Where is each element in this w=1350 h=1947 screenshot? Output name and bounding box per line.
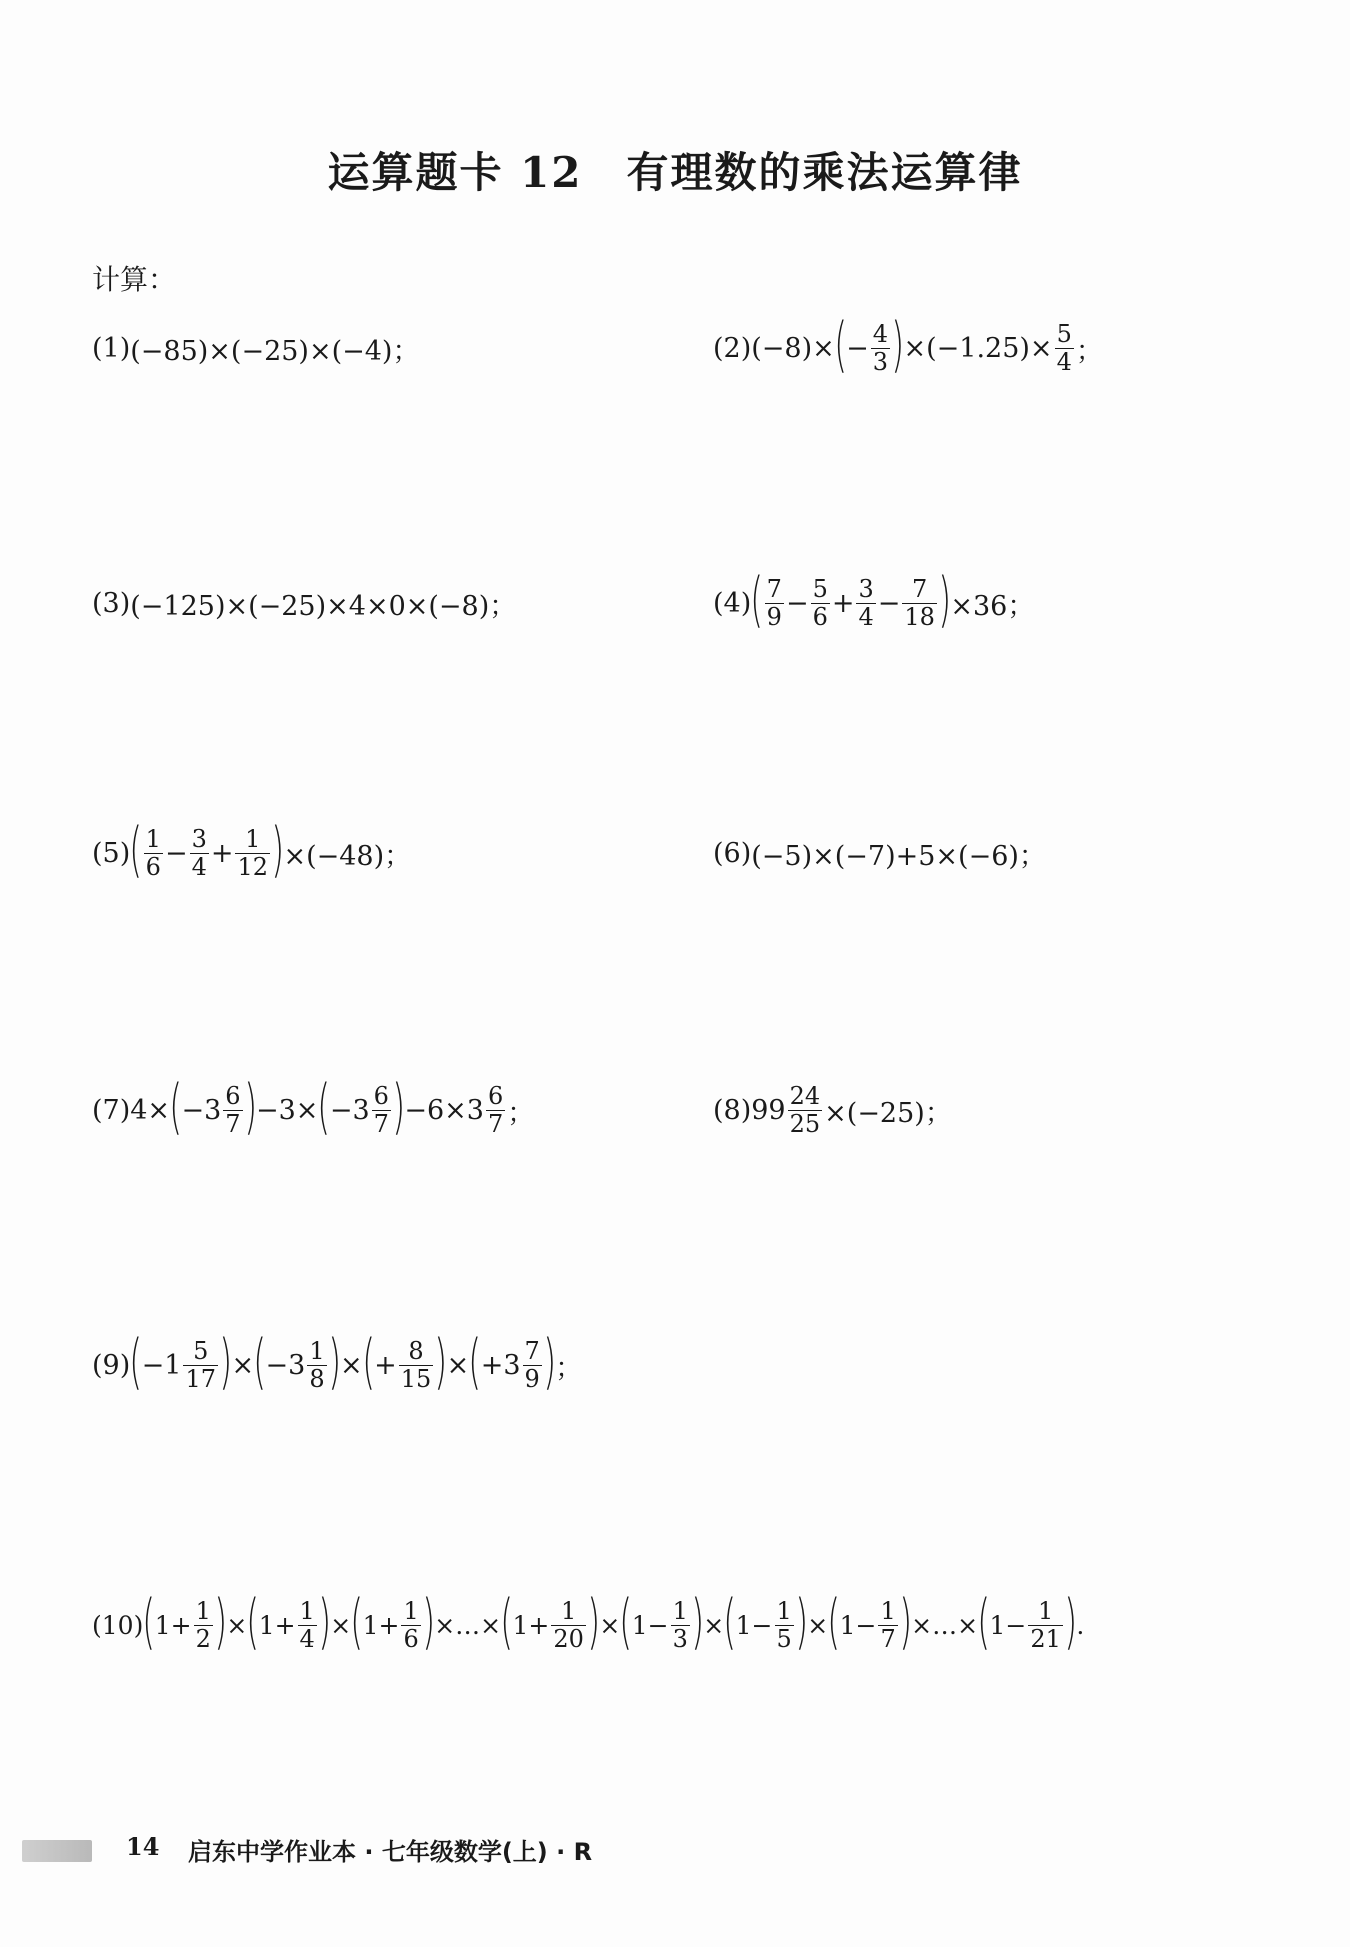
fraction	[902, 576, 937, 631]
fraction-denominator: 9	[766, 602, 782, 631]
fraction	[878, 1598, 897, 1653]
expression-text: (−85)×(−25)×(−4)；	[130, 335, 420, 367]
right-big-paren: )	[691, 1587, 705, 1657]
left-big-paren: (	[317, 1072, 331, 1142]
problem-label: (4)	[713, 587, 752, 619]
fraction-denominator: 4	[1056, 347, 1072, 376]
expression-text: ×(−25)；	[824, 1097, 952, 1129]
fraction-denominator: 9	[524, 1364, 540, 1393]
fraction-numerator: 7	[766, 574, 782, 603]
expression-text: ×	[807, 1610, 829, 1640]
expression-text: ×	[226, 1610, 248, 1640]
expression-text: 99	[751, 1094, 786, 1126]
fraction-denominator: 7	[880, 1624, 896, 1653]
fraction-denominator: 21	[1030, 1624, 1061, 1653]
right-big-paren: )	[1064, 1587, 1078, 1657]
expression-text: −1	[141, 1349, 182, 1381]
fraction	[298, 1598, 317, 1653]
problem-label: (3)	[92, 587, 131, 619]
expression-text: ×	[446, 1349, 470, 1381]
fraction	[765, 576, 784, 631]
fraction	[183, 1338, 218, 1393]
fraction	[788, 1083, 823, 1138]
problem-8	[713, 1070, 952, 1150]
right-big-paren: )	[587, 1587, 601, 1657]
fraction-denominator: 3	[672, 1624, 688, 1653]
fraction-denominator: 25	[789, 1109, 821, 1138]
left-big-paren: (	[468, 1327, 482, 1397]
fraction-denominator: 8	[309, 1364, 325, 1393]
fraction	[194, 1598, 213, 1653]
problem-4	[713, 563, 1034, 643]
fraction	[871, 321, 890, 376]
expression-text: ×	[703, 1610, 725, 1640]
fraction-denominator: 18	[904, 602, 935, 631]
fraction-numerator: 1	[195, 1596, 211, 1625]
fraction	[486, 1083, 505, 1138]
fraction-denominator: 6	[812, 602, 828, 631]
fraction-denominator: 17	[185, 1364, 217, 1393]
right-big-paren: )	[327, 1327, 341, 1397]
right-big-paren: )	[891, 310, 905, 380]
right-big-paren: )	[214, 1587, 228, 1657]
expression-text: ×36；	[950, 590, 1035, 622]
fraction-denominator: 3	[872, 347, 889, 376]
expression-text: −3	[329, 1094, 370, 1126]
expression-text: ×	[599, 1610, 621, 1640]
expression-text: ×…×	[434, 1610, 502, 1640]
right-big-paren: )	[543, 1327, 556, 1397]
fraction-denominator: 12	[237, 852, 269, 881]
expression-text: 1−	[989, 1610, 1027, 1640]
fraction-denominator: 15	[400, 1364, 432, 1393]
fraction-numerator: 3	[191, 824, 207, 853]
problem-9	[92, 1325, 582, 1405]
expression-text: ；	[1075, 335, 1103, 367]
expression-text: (−125)×(−25)×4×0×(−8)；	[130, 590, 517, 622]
expression-text: ×…×	[911, 1610, 979, 1640]
fraction-numerator: 5	[1056, 319, 1072, 348]
left-big-paren: (	[129, 815, 143, 885]
left-big-paren: (	[723, 1587, 737, 1657]
problem-10	[92, 1585, 1084, 1665]
expression-text: 1−	[631, 1610, 669, 1640]
fraction	[775, 1598, 794, 1653]
problem-2	[713, 308, 1103, 388]
fraction-numerator: 1	[309, 1336, 325, 1365]
expression-text: +	[831, 587, 855, 619]
fraction-denominator: 4	[191, 852, 207, 881]
fraction-numerator: 1	[299, 1596, 315, 1625]
left-big-paren: (	[361, 1327, 375, 1397]
expression-text: ×	[330, 1610, 352, 1640]
expression-text: +3	[480, 1349, 521, 1381]
fraction	[190, 826, 209, 881]
problem-label: (8)	[713, 1094, 752, 1126]
right-big-paren: )	[392, 1072, 406, 1142]
left-big-paren: (	[142, 1587, 156, 1657]
problem-label: (10)	[92, 1610, 144, 1640]
expression-text: −6×3	[404, 1094, 484, 1126]
fraction-numerator: 1	[403, 1596, 419, 1625]
fraction	[235, 826, 270, 881]
fraction-numerator: 1	[1037, 1596, 1054, 1625]
expression-text: ；	[555, 1352, 583, 1384]
expression-text: −3	[181, 1094, 222, 1126]
fraction-numerator: 5	[812, 574, 828, 603]
fraction-denominator: 7	[225, 1109, 241, 1138]
right-big-paren: )	[318, 1587, 331, 1657]
fraction-numerator: 1	[245, 824, 261, 853]
left-big-paren: (	[750, 565, 764, 635]
fraction-denominator: 2	[195, 1624, 211, 1653]
expression-text: 1−	[735, 1610, 773, 1640]
left-big-paren: (	[827, 1587, 841, 1657]
fraction-numerator: 3	[858, 574, 874, 603]
fraction	[1028, 1598, 1063, 1653]
problem-label: (9)	[92, 1349, 131, 1381]
right-big-paren: )	[243, 1072, 257, 1142]
expression-text: −	[846, 332, 869, 364]
fraction	[401, 1598, 420, 1653]
expression-text: +	[374, 1349, 397, 1381]
problem-label: (1)	[92, 332, 131, 364]
expression-text: 4×	[130, 1094, 171, 1126]
fraction	[856, 576, 875, 631]
left-big-paren: (	[834, 310, 847, 380]
expression-text: 1+	[512, 1610, 550, 1640]
fraction-numerator: 7	[912, 574, 928, 603]
expression-text: 1+	[258, 1610, 296, 1640]
expression-text: (−5)×(−7)+5×(−6)；	[751, 840, 1046, 872]
expression-text: −	[877, 587, 901, 619]
fraction-numerator: 24	[789, 1081, 821, 1110]
left-big-paren: (	[500, 1587, 514, 1657]
expression-text: (−8)×	[751, 332, 835, 364]
title-card: 运算题卡 12	[327, 148, 583, 197]
fraction	[372, 1083, 391, 1138]
fraction-denominator: 5	[776, 1624, 792, 1653]
instruction-text: 计算：	[92, 263, 177, 296]
left-big-paren: (	[350, 1587, 364, 1657]
book-title: 启东中学作业本 · 七年级数学(上) · R	[188, 1838, 593, 1866]
fraction-numerator: 1	[880, 1596, 896, 1625]
left-big-paren: (	[129, 1327, 143, 1397]
expression-text: +	[210, 837, 234, 869]
fraction-numerator: 5	[193, 1336, 209, 1365]
fraction-denominator: 6	[145, 852, 161, 881]
expression-text: .	[1076, 1610, 1085, 1640]
problem-label: (2)	[713, 332, 752, 364]
left-big-paren: (	[253, 1327, 267, 1397]
left-big-paren: (	[246, 1587, 260, 1657]
problem-label: (5)	[92, 837, 131, 869]
right-big-paren: )	[434, 1327, 448, 1397]
expression-text: 1+	[362, 1610, 400, 1640]
right-big-paren: )	[422, 1587, 435, 1657]
fraction-denominator: 7	[487, 1109, 504, 1138]
fraction	[307, 1338, 326, 1393]
footer-decoration-bar	[22, 1840, 92, 1862]
page-title	[0, 140, 1350, 200]
right-big-paren: )	[219, 1327, 233, 1397]
expression-text: 1−	[839, 1610, 877, 1640]
expression-text: 1+	[154, 1610, 192, 1640]
problem-3	[92, 563, 516, 643]
expression-text: ×	[231, 1349, 255, 1381]
fraction-numerator: 4	[872, 319, 889, 348]
left-big-paren: (	[977, 1587, 991, 1657]
problem-label: (6)	[713, 837, 752, 869]
fraction-denominator: 4	[858, 602, 874, 631]
expression-text: ×(−1.25)×	[903, 332, 1053, 364]
problem-6	[713, 813, 1046, 893]
expression-text: ×	[340, 1349, 363, 1381]
fraction	[1055, 321, 1074, 376]
fraction-numerator: 6	[373, 1081, 389, 1110]
expression-text: −	[785, 587, 809, 619]
page-footer	[0, 1832, 1350, 1872]
right-big-paren: )	[899, 1587, 912, 1657]
title-topic: 有理数的乘法运算律	[626, 148, 1023, 197]
expression-text: ；	[507, 1097, 535, 1129]
fraction-numerator: 1	[776, 1596, 792, 1625]
problem-1	[92, 308, 419, 388]
fraction-denominator: 4	[299, 1624, 315, 1653]
fraction	[523, 1338, 542, 1393]
fraction-numerator: 8	[408, 1336, 424, 1365]
fraction	[551, 1598, 586, 1653]
fraction-denominator: 20	[553, 1624, 584, 1653]
page-number: 14	[126, 1832, 160, 1861]
left-big-paren: (	[169, 1072, 183, 1142]
fraction-denominator: 7	[373, 1109, 389, 1138]
expression-text: −3	[265, 1349, 306, 1381]
fraction	[811, 576, 830, 631]
left-big-paren: (	[619, 1587, 633, 1657]
right-big-paren: )	[938, 565, 952, 635]
problem-7	[92, 1070, 534, 1150]
right-big-paren: )	[271, 815, 285, 885]
expression-text: −	[164, 837, 188, 869]
fraction-numerator: 6	[225, 1081, 241, 1110]
fraction-numerator: 1	[145, 824, 161, 853]
fraction	[223, 1083, 242, 1138]
problem-label: (7)	[92, 1094, 131, 1126]
right-big-paren: )	[795, 1587, 808, 1657]
fraction-numerator: 7	[524, 1336, 540, 1365]
fraction	[671, 1598, 690, 1653]
expression-text: −3×	[256, 1094, 319, 1126]
fraction	[399, 1338, 434, 1393]
fraction-denominator: 6	[403, 1624, 419, 1653]
expression-text: ×(−48)；	[283, 840, 412, 872]
fraction-numerator: 1	[561, 1596, 577, 1625]
fraction	[144, 826, 163, 881]
problem-5	[92, 813, 411, 893]
fraction-numerator: 1	[672, 1596, 688, 1625]
fraction-numerator: 6	[487, 1081, 504, 1110]
